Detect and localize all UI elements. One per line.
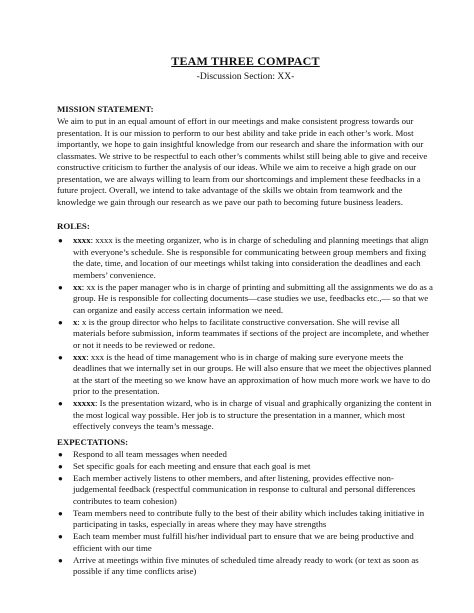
bullet-icon: ● xyxy=(58,352,63,362)
expectation-item xyxy=(57,461,434,473)
role-item xyxy=(57,398,434,433)
expectation-text: Respond to all team messages when needed xyxy=(73,448,227,459)
role-description: : xx is the paper manager who is in charge of printing and submitting all the assignments we do as a group. He is responsible for collecting documents—case studies we use, feedbacks etc.,— so that we can organize and easily access certain information we need. xyxy=(73,281,433,315)
role-description: : Is the presentation wizard, who is in charge of visual and graphically organizing the content in the most logical way possible. Her job is to structure the presentation in a manner, which most effectively conveys the team’s message. xyxy=(73,398,432,431)
expectation-item xyxy=(57,531,434,554)
role-name: xxxxx xyxy=(73,398,95,408)
expectation-text: Team members need to contribute fully to the best of their ability which includes taking initiative in participating in tasks, especially in areas where they may have strengths xyxy=(73,507,425,529)
mission-text: We aim to put in an equal amount of effort in our meetings and make consistent progress towards our presentation. It is our mission to perform to our best ability and take pride in each other’s work. Most importantly, we hope to gain insightful knowledge from our research and share the information with our classmates. We strive to be respectful to each other’s comments whilst still being able to give and receive constructive criticism to further the analysis of our ideas. While we aim to receive a high grade on our presentation, we are always willing to learn from our shortcomings and implement these feedbacks in a future project. Overall, we intend to take advantage of the skills we obtain from teamwork and the knowledge we gain through our research as we pave our path to becoming future business leaders. xyxy=(57,116,428,207)
expectation-item xyxy=(57,449,434,461)
expectation-text: Arrive at meetings within five minutes of scheduled time already ready to work (or text as soon as possible if any time conflicts arise) xyxy=(73,554,419,576)
role-description: : xxxx is the meeting organizer, who is in charge of scheduling and planning meetings that align with everyone’s schedule. She is responsible for communicating between group members and fixing the date, time, and location of our meetings whilst taking into consideration the deadlines and each members’ convenience. xyxy=(73,235,429,280)
bullet-icon: ● xyxy=(58,282,63,292)
expectation-text: Each team member must fulfill his/her individual part to ensure that we are being productive and efficient with our time xyxy=(73,531,414,553)
expectations-list xyxy=(57,449,434,578)
bullet-icon: ● xyxy=(58,461,63,471)
document-title: TEAM THREE COMPACT xyxy=(171,54,320,68)
role-name: xx xyxy=(73,281,82,292)
expectation-text: Each member actively listens to other members, and after listening, provides effective non-judgemental feedback (respectful communication in response to cultural and personal differences contributes to team cohesion) xyxy=(73,472,416,506)
expectation-item xyxy=(57,508,434,531)
bullet-icon: ● xyxy=(58,532,63,541)
expectation-item xyxy=(57,555,434,578)
role-item xyxy=(57,235,434,281)
role-description: : x is the group director who helps to facilitate constructive conversation. She will revise all materials before submission, inform teammates if sections of the project are incomplete, and whether or not it needs to be reviewed or redone. xyxy=(73,316,429,350)
role-item xyxy=(57,282,434,317)
bullet-icon: ● xyxy=(58,449,63,459)
role-name: xxxx xyxy=(73,235,91,245)
bullet-icon: ● xyxy=(58,555,63,565)
expectations-heading: EXPECTATIONS: xyxy=(57,436,129,447)
bullet-icon: ● xyxy=(58,508,63,518)
document-subtitle: -Discussion Section: XX- xyxy=(196,72,295,82)
roles-heading: ROLES: xyxy=(57,221,90,231)
bullet-icon: ● xyxy=(58,473,63,483)
bullet-icon: ● xyxy=(58,236,63,245)
role-name: x xyxy=(73,316,78,327)
expectation-item xyxy=(57,473,434,508)
bullet-icon: ● xyxy=(58,317,63,327)
role-description: : xxx is the head of time management who is in charge of making sure everyone meets the deadlines that we internally set in our groups. He will also ensure that we meet the objectives planned at the start of the meeting so we know have an approximation of how much more work we have to do prior to the presentation. xyxy=(73,351,432,396)
mission-heading: MISSION STATEMENT: xyxy=(57,104,154,114)
bullet-icon: ● xyxy=(58,399,63,408)
role-name: xxx xyxy=(73,351,87,362)
expectation-text: Set specific goals for each meeting and ensure that each goal is met xyxy=(73,460,311,471)
roles-list xyxy=(57,235,434,433)
role-item xyxy=(57,352,434,398)
role-item xyxy=(57,317,434,352)
